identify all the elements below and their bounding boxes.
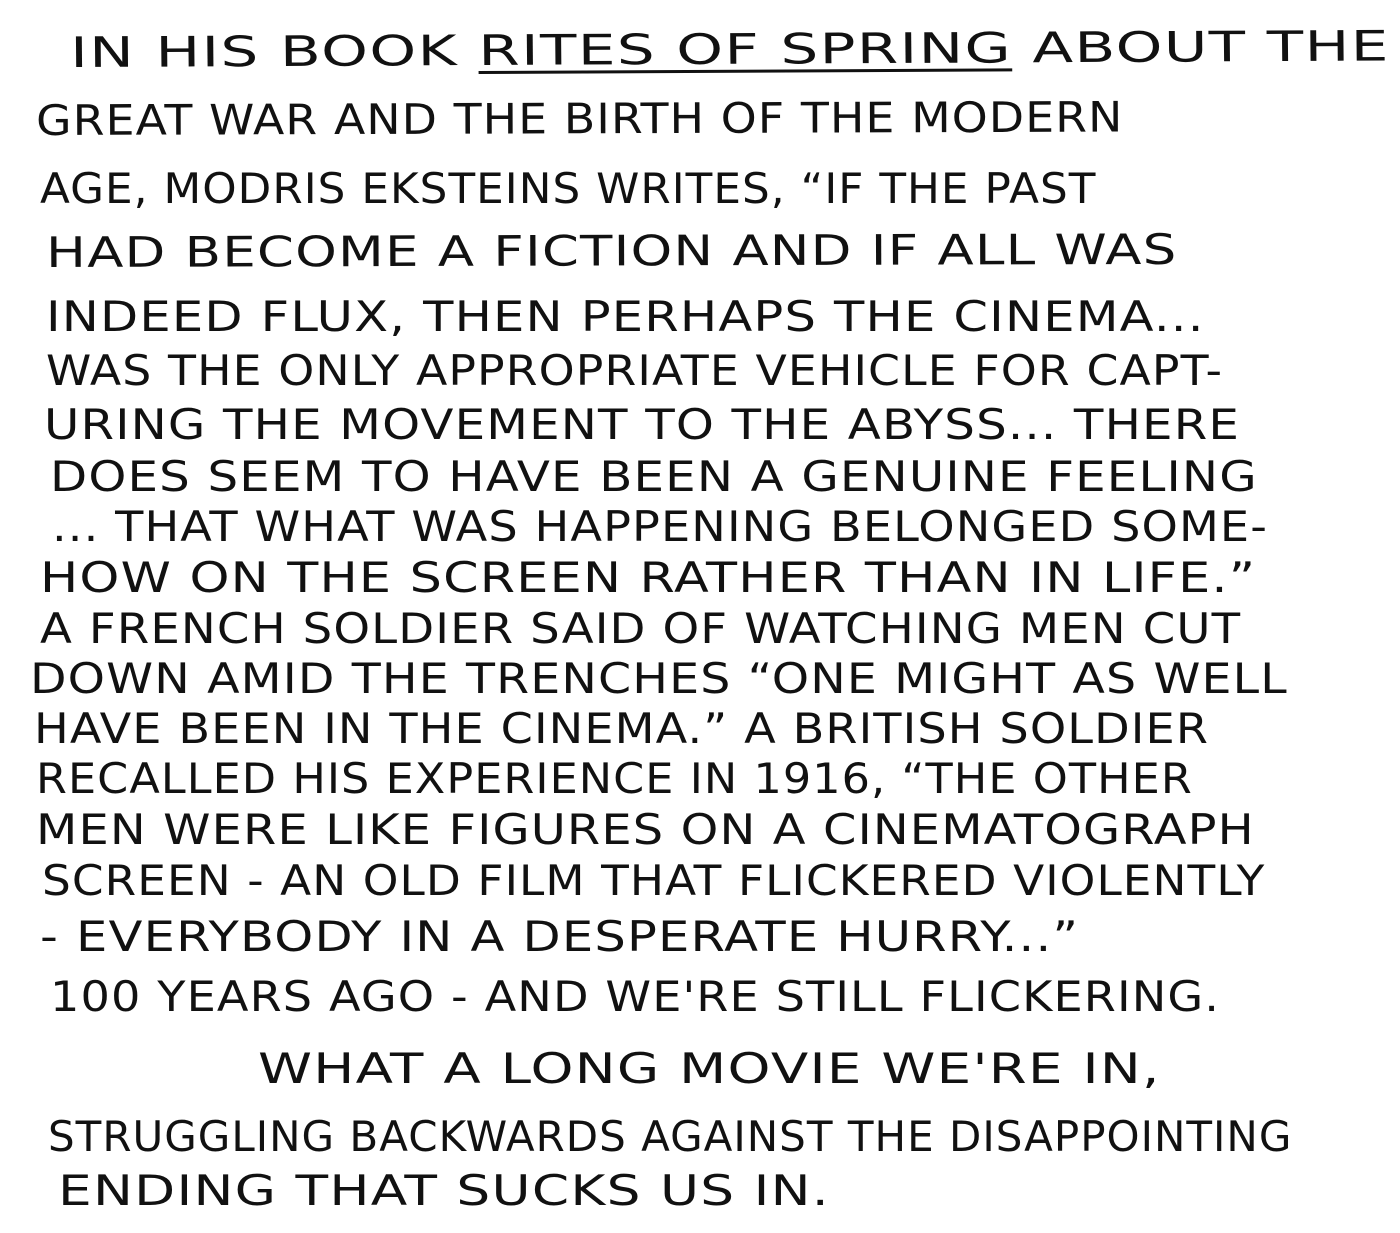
text-line-15: MEN WERE LIKE FIGURES ON A CINEMATOGRAPH [36,805,1255,854]
text-line-1 [70,21,1390,78]
text-line-20: STRUGGLING BACKWARDS AGAINST THE DISAPPOINTING [48,1112,1293,1161]
text-line-9: ... THAT WHAT WAS HAPPENING BELONGED SOME- [52,502,1268,551]
text-line-18: 100 YEARS AGO - AND WE'RE STILL FLICKERING. [50,972,1221,1021]
text-line-12: DOWN AMID THE TRENCHES “ONE MIGHT AS WELL [30,654,1288,703]
text-line-2: GREAT WAR AND THE BIRTH OF THE MODERN [36,92,1124,145]
book-title-rites-of-spring: RITES OF SPRING [478,23,1013,75]
text-line-10: HOW ON THE SCREEN RATHER THAN IN LIFE.” [40,553,1257,602]
text-line-7: URING THE MOVEMENT TO THE ABYSS... THERE [44,400,1241,449]
text-line-17: - EVERYBODY IN A DESPERATE HURRY...” [40,912,1080,961]
text-line-21: ENDING THAT SUCKS US IN. [58,1166,831,1215]
text-line-13: HAVE BEEN IN THE CINEMA.” A BRITISH SOLDIER [34,704,1210,753]
line-1-post: ABOUT THE [1011,21,1390,73]
text-line-6: WAS THE ONLY APPROPRIATE VEHICLE FOR CAPT- [46,346,1224,395]
text-line-5: INDEED FLUX, THEN PERHAPS THE CINEMA... [46,292,1205,341]
text-line-14: RECALLED HIS EXPERIENCE IN 1916, “THE OTHER [36,754,1193,803]
text-line-16: SCREEN - AN OLD FILM THAT FLICKERED VIOLENTLY [42,856,1266,905]
text-line-4: HAD BECOME A FICTION AND IF ALL WAS [46,224,1178,277]
text-line-3: AGE, MODRIS EKSTEINS WRITES, “IF THE PAST [40,164,1097,213]
text-line-19: WHAT A LONG MOVIE WE'RE IN, [258,1044,1161,1093]
text-line-8: DOES SEEM TO HAVE BEEN A GENUINE FEELING [50,452,1258,501]
text-line-11: A FRENCH SOLDIER SAID OF WATCHING MEN CUT [40,604,1242,653]
line-1-pre: IN HIS BOOK [70,25,479,77]
